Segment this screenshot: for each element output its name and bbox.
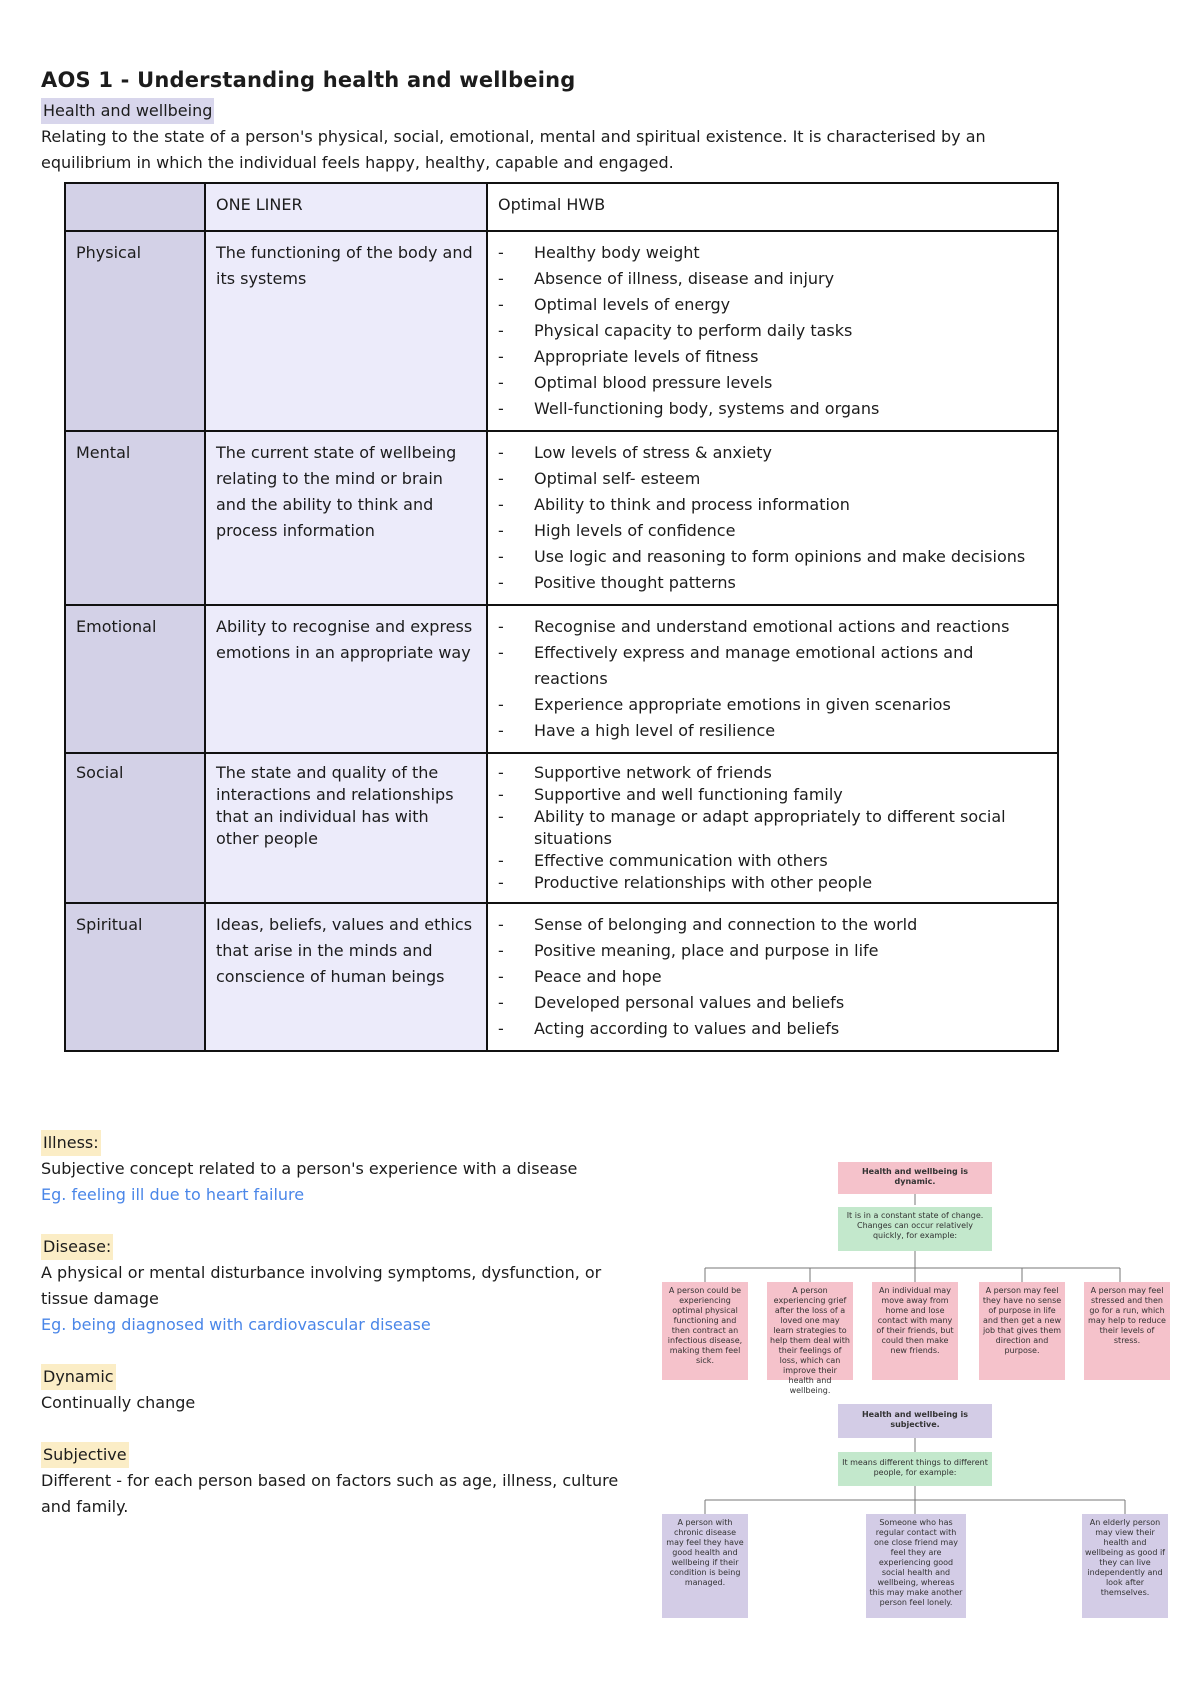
term-label: Disease: bbox=[41, 1234, 113, 1260]
subjective-example-box: An elderly person may view their health and wellbeing as good if they can live independently and look after themselves. bbox=[1082, 1514, 1168, 1618]
table-header-row bbox=[65, 183, 1058, 231]
table-row-emotional bbox=[65, 605, 1058, 753]
table-row-physical bbox=[65, 231, 1058, 431]
term-label: Dynamic bbox=[41, 1364, 116, 1390]
list-item: - Use logic and reasoning to form opinions and make decisions bbox=[498, 544, 1047, 570]
dynamic-title-box: Health and wellbeing is dynamic. bbox=[838, 1162, 992, 1194]
header-cell-empty bbox=[65, 183, 205, 231]
list-item: - Have a high level of resilience bbox=[498, 718, 1047, 744]
dynamic-example-box: A person may feel stressed and then go for a run, which may help to reduce their levels of stress. bbox=[1084, 1282, 1170, 1380]
definition-subjective bbox=[41, 1442, 641, 1520]
list-item: - Positive thought patterns bbox=[498, 570, 1047, 596]
list-item: - Optimal self- esteem bbox=[498, 466, 1047, 492]
intro-paragraph: Relating to the state of a person's physical, social, emotional, mental and spiritual existence. It is characterised by an equilibrium in which the individual feels happy, healthy, capable and engaged. bbox=[41, 127, 986, 172]
list-item: - Positive meaning, place and purpose in life bbox=[498, 938, 1047, 964]
list-item: - Ability to manage or adapt appropriately to different social situations bbox=[498, 806, 1047, 850]
list-item: - Peace and hope bbox=[498, 964, 1047, 990]
term-label: Illness: bbox=[41, 1130, 101, 1156]
dynamic-sub-box: It is in a constant state of change. Changes can occur relatively quickly, for example: bbox=[838, 1207, 992, 1251]
one-liner: The current state of wellbeing relating to the mind or brain and the ability to think and process information bbox=[205, 431, 487, 605]
one-liner: The functioning of the body and its systems bbox=[205, 231, 487, 431]
optimal-list bbox=[498, 240, 1047, 422]
list-item: - Supportive and well functioning family bbox=[498, 784, 1047, 806]
dynamic-example-box: A person experiencing grief after the loss of a loved one may learn strategies to help them deal with their feelings of loss, which can improve their health and wellbeing. bbox=[767, 1282, 853, 1380]
dimension-label: Spiritual bbox=[65, 903, 205, 1051]
dynamic-example-box: A person could be experiencing optimal physical functioning and then contract an infectious disease, making them feel sick. bbox=[662, 1282, 748, 1380]
list-item: - Ability to think and process information bbox=[498, 492, 1047, 518]
subjective-title-box: Health and wellbeing is subjective. bbox=[838, 1404, 992, 1438]
definition-illness bbox=[41, 1130, 641, 1208]
example-text: Eg. being diagnosed with cardiovascular disease bbox=[41, 1315, 431, 1334]
list-item: - Optimal levels of energy bbox=[498, 292, 1047, 318]
optimal-list bbox=[498, 614, 1047, 744]
list-item: - High levels of confidence bbox=[498, 518, 1047, 544]
dimension-label: Mental bbox=[65, 431, 205, 605]
list-item: - Productive relationships with other people bbox=[498, 872, 1047, 894]
header-cell-one-liner: ONE LINER bbox=[205, 183, 487, 231]
list-item: - Appropriate levels of fitness bbox=[498, 344, 1047, 370]
list-item: - Physical capacity to perform daily tasks bbox=[498, 318, 1047, 344]
dimension-label: Emotional bbox=[65, 605, 205, 753]
dynamic-example-box: An individual may move away from home and lose contact with many of their friends, but could then make new friends. bbox=[872, 1282, 958, 1380]
list-item: - Developed personal values and beliefs bbox=[498, 990, 1047, 1016]
page bbox=[41, 68, 1161, 1038]
list-item: - Acting according to values and beliefs bbox=[498, 1016, 1047, 1042]
list-item: - Experience appropriate emotions in given scenarios bbox=[498, 692, 1047, 718]
optimal-list bbox=[498, 440, 1047, 596]
subjective-sub-box: It means different things to different people, for example: bbox=[838, 1452, 992, 1486]
definition-text: Continually change bbox=[41, 1393, 196, 1412]
list-item: - Healthy body weight bbox=[498, 240, 1047, 266]
section-heading: Health and wellbeing bbox=[41, 98, 214, 124]
page-title: AOS 1 - Understanding health and wellbeing bbox=[41, 68, 576, 92]
list-item: - Absence of illness, disease and injury bbox=[498, 266, 1047, 292]
one-liner: Ideas, beliefs, values and ethics that arise in the minds and conscience of human beings bbox=[205, 903, 487, 1051]
list-item: - Effectively express and manage emotional actions and reactions bbox=[498, 640, 1047, 692]
table-row-spiritual bbox=[65, 903, 1058, 1051]
dynamic-example-box: A person may feel they have no sense of purpose in life and then get a new job that gives them direction and purpose. bbox=[979, 1282, 1065, 1380]
optimal-list bbox=[498, 762, 1047, 894]
one-liner: Ability to recognise and express emotions in an appropriate way bbox=[205, 605, 487, 753]
list-item: - Effective communication with others bbox=[498, 850, 1047, 872]
subjective-example-box: Someone who has regular contact with one close friend may feel they are experiencing good social health and wellbeing, whereas this may make another person feel lonely. bbox=[866, 1514, 966, 1618]
example-text: Eg. feeling ill due to heart failure bbox=[41, 1185, 305, 1204]
dimension-label: Social bbox=[65, 753, 205, 903]
list-item: - Optimal blood pressure levels bbox=[498, 370, 1047, 396]
definition-dynamic bbox=[41, 1364, 641, 1416]
table-row-social bbox=[65, 753, 1058, 903]
dimension-label: Physical bbox=[65, 231, 205, 431]
list-item: - Sense of belonging and connection to the world bbox=[498, 912, 1047, 938]
optimal-list bbox=[498, 912, 1047, 1042]
list-item: - Well-functioning body, systems and organs bbox=[498, 396, 1047, 422]
definition-text: A physical or mental disturbance involving symptoms, dysfunction, or tissue damage bbox=[41, 1263, 602, 1308]
table-row-mental bbox=[65, 431, 1058, 605]
list-item: - Low levels of stress & anxiety bbox=[498, 440, 1047, 466]
one-liner: The state and quality of the interactions and relationships that an individual has with other people bbox=[205, 753, 487, 903]
definition-disease bbox=[41, 1234, 641, 1338]
list-item: - Recognise and understand emotional actions and reactions bbox=[498, 614, 1047, 640]
definition-text: Different - for each person based on factors such as age, illness, culture and family. bbox=[41, 1471, 619, 1516]
subjective-example-box: A person with chronic disease may feel they have good health and wellbeing if their condition is being managed. bbox=[662, 1514, 748, 1618]
hwb-dimensions-table bbox=[64, 182, 1059, 1052]
header-cell-optimal: Optimal HWB bbox=[487, 183, 1058, 231]
term-label: Subjective bbox=[41, 1442, 129, 1468]
definitions bbox=[41, 1130, 641, 1546]
list-item: - Supportive network of friends bbox=[498, 762, 1047, 784]
definition-text: Subjective concept related to a person's experience with a disease bbox=[41, 1159, 578, 1178]
